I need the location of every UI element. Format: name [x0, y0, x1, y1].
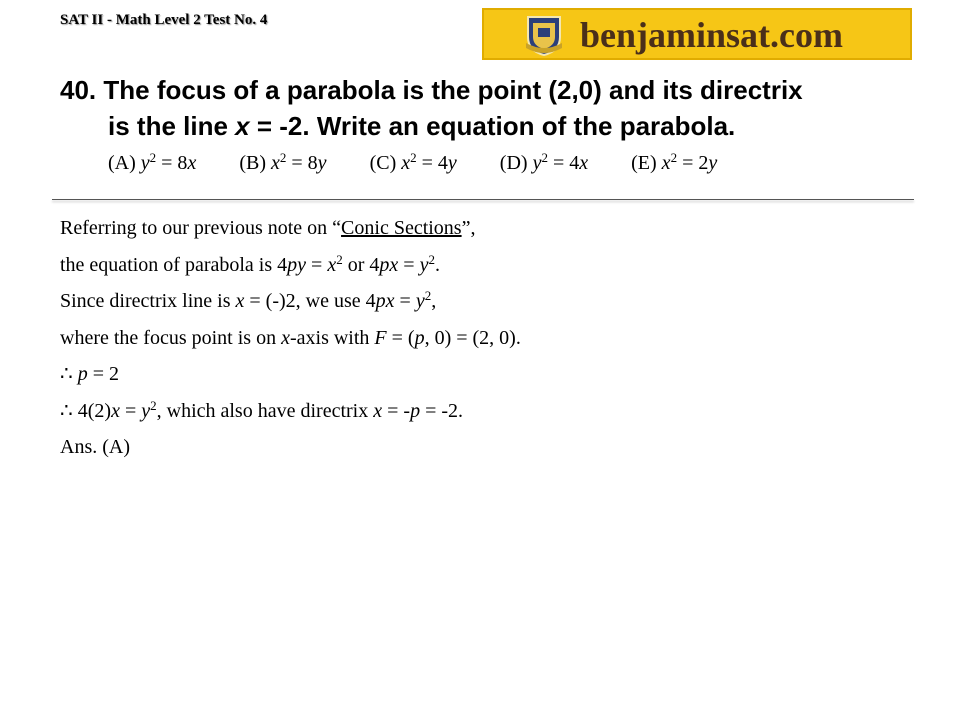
question-line-1-text: The focus of a parabola is the point (2,0) and its directrix	[103, 75, 803, 105]
text: =	[398, 253, 420, 276]
math-var: p	[410, 399, 421, 422]
choice-b[interactable]	[239, 152, 326, 175]
text: =	[394, 290, 416, 312]
choice-rhs: x	[579, 152, 589, 174]
text: = -	[382, 399, 411, 422]
text: , 0) = (2, 0).	[424, 326, 521, 349]
question-number: 40.	[60, 75, 97, 105]
page-header-title: SAT II - Math Level 2 Test No. 4	[60, 12, 268, 28]
text: Since directrix line is	[60, 290, 236, 312]
math-var: F	[374, 326, 387, 349]
choice-label: (A)	[108, 152, 136, 174]
choice-label: (C)	[369, 152, 397, 174]
text: ,	[431, 290, 437, 312]
math-var: y	[419, 253, 429, 276]
text: , which also have directrix	[156, 399, 374, 422]
text: = (	[386, 326, 415, 349]
solution-line-1	[60, 216, 920, 253]
solution-line-3	[60, 289, 920, 326]
choice-rhs: y	[317, 152, 327, 174]
academy-crest-logo	[524, 13, 564, 57]
solution-line-5	[60, 362, 920, 399]
text: the equation of parabola is 4	[60, 253, 288, 276]
choice-lhs: x	[401, 152, 411, 174]
math-var: p	[414, 326, 425, 349]
solution-line-4	[60, 326, 920, 363]
choice-exponent: 2	[410, 150, 417, 165]
choice-exponent: 2	[279, 150, 287, 165]
section-divider	[52, 199, 914, 200]
brand-website-name: benjaminsat.com	[580, 15, 843, 55]
solution-answer	[60, 435, 920, 472]
choice-lhs: y	[140, 152, 150, 174]
math-var: y	[141, 399, 151, 422]
math-var: x	[111, 399, 120, 422]
exponent: 2	[336, 251, 343, 267]
text: or 4	[342, 253, 380, 276]
text: =	[119, 399, 142, 422]
solution-line-2	[60, 253, 920, 290]
exponent: 2	[424, 288, 432, 303]
math-var: px	[375, 290, 395, 312]
exponent: 2	[150, 397, 157, 413]
choice-mid: = 4	[547, 152, 580, 174]
math-var: py	[287, 253, 307, 276]
solution-text	[60, 216, 920, 472]
math-var: x	[373, 399, 383, 422]
choice-exponent: 2	[149, 150, 157, 165]
choice-label: (D)	[499, 152, 528, 174]
text: = -2.	[420, 399, 464, 422]
question-text	[60, 72, 920, 144]
choice-mid: = 4	[416, 152, 448, 174]
text: = 2	[87, 363, 120, 385]
conic-sections-link[interactable]: Conic Sections	[341, 217, 462, 239]
text: 4(2)	[72, 399, 112, 422]
choice-lhs: x	[271, 152, 280, 174]
question-line-2-prefix: is the line	[108, 111, 228, 141]
question-variable-x: x	[235, 111, 250, 141]
text: -axis with	[289, 326, 375, 349]
text: Referring to our previous note on “	[60, 217, 342, 239]
choice-lhs: y	[532, 152, 542, 174]
text: .	[434, 253, 440, 276]
choice-label: (B)	[239, 152, 266, 174]
choice-exponent: 2	[670, 150, 678, 165]
text: = (-)2, we use 4	[244, 290, 376, 312]
text: ”,	[461, 217, 476, 239]
choice-c[interactable]	[370, 152, 457, 175]
text: =	[306, 253, 328, 276]
choice-e[interactable]	[631, 152, 717, 175]
choice-rhs: y	[708, 152, 718, 174]
choice-mid: = 8	[156, 152, 188, 174]
question-line-2-suffix: = -2. Write an equation of the parabola.	[256, 111, 736, 141]
brand-banner[interactable]	[482, 8, 912, 60]
math-var: x	[327, 253, 337, 276]
choice-label: (E)	[631, 152, 657, 174]
math-var: y	[415, 290, 425, 312]
therefore-symbol: ∴	[60, 363, 73, 385]
choice-mid: = 2	[677, 152, 709, 174]
choice-mid: = 8	[286, 152, 318, 174]
therefore-symbol: ∴	[60, 399, 73, 422]
question-line-1	[60, 72, 920, 108]
choice-d[interactable]	[500, 152, 588, 175]
exponent: 2	[428, 251, 435, 267]
choice-rhs: x	[187, 152, 197, 174]
answer-text: Ans. (A)	[60, 436, 130, 458]
answer-choices	[108, 152, 868, 175]
text: where the focus point is on	[60, 326, 282, 349]
math-var: x	[235, 290, 245, 312]
question-line-2	[60, 108, 920, 144]
choice-exponent: 2	[541, 150, 548, 165]
choice-rhs: y	[447, 152, 457, 174]
choice-lhs: x	[661, 152, 671, 174]
math-var: p	[77, 363, 88, 385]
math-var: x	[281, 326, 290, 349]
math-var: px	[379, 253, 399, 276]
choice-a[interactable]	[108, 152, 196, 175]
solution-line-6	[60, 399, 920, 436]
